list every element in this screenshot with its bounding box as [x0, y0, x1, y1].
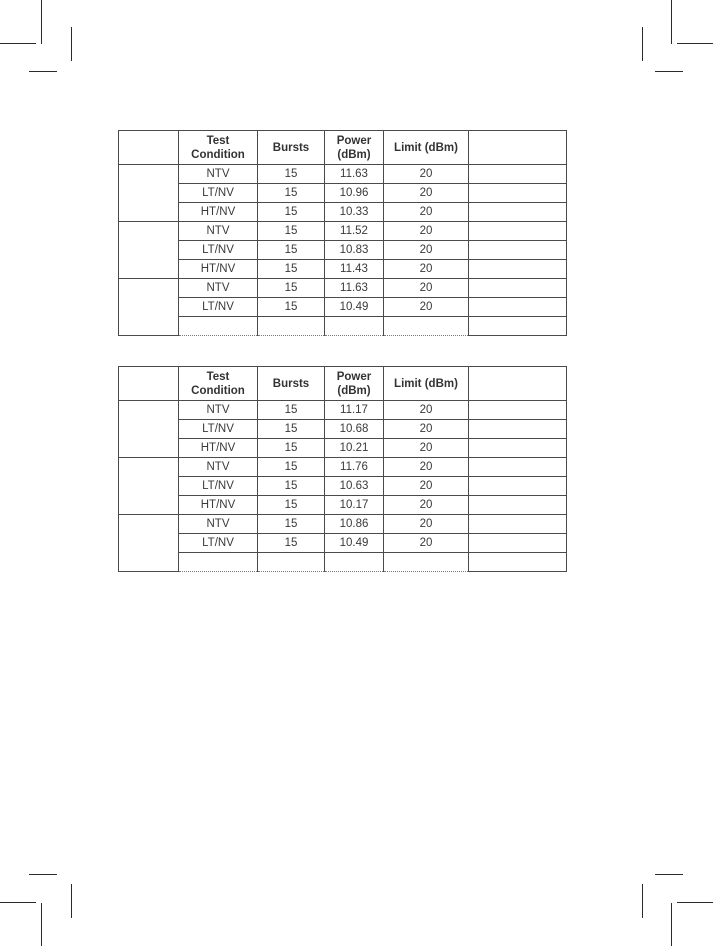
table-row: [119, 298, 567, 317]
crop-mark: [0, 902, 36, 903]
crop-mark: [655, 71, 683, 72]
blank-cell: [469, 203, 567, 222]
header-limit: Limit (dBm): [384, 367, 469, 401]
condition-cell: LT/NV: [179, 298, 258, 317]
condition-cell: HT/NV: [179, 496, 258, 515]
limit-cell: 20: [384, 203, 469, 222]
limit-cell: 20: [384, 298, 469, 317]
group-label-cell: [119, 515, 179, 572]
power-cell: [325, 317, 384, 336]
crop-mark: [41, 903, 42, 946]
crop-mark: [71, 884, 72, 918]
header-limit: Limit (dBm): [384, 131, 469, 165]
condition-cell: HT/NV: [179, 439, 258, 458]
header-power: Power (dBm): [325, 367, 384, 401]
power-cell: [325, 553, 384, 572]
group-label-cell: [119, 279, 179, 336]
power-cell: 10.49: [325, 534, 384, 553]
blank-cell: [469, 222, 567, 241]
crop-mark: [642, 884, 643, 918]
crop-mark: [0, 43, 36, 44]
blank-cell: [469, 260, 567, 279]
power-cell: 10.17: [325, 496, 384, 515]
table-row: [119, 165, 567, 184]
header-blank: [119, 367, 179, 401]
blank-cell: [469, 496, 567, 515]
blank-cell: [469, 458, 567, 477]
bursts-cell: 15: [258, 203, 325, 222]
limit-cell: [384, 317, 469, 336]
blank-cell: [469, 534, 567, 553]
bursts-cell: [258, 317, 325, 336]
table-row: [119, 279, 567, 298]
bursts-cell: 15: [258, 439, 325, 458]
limit-cell: 20: [384, 534, 469, 553]
limit-cell: 20: [384, 260, 469, 279]
power-cell: 10.33: [325, 203, 384, 222]
limit-cell: 20: [384, 496, 469, 515]
bursts-cell: 15: [258, 184, 325, 203]
condition-cell: NTV: [179, 165, 258, 184]
power-cell: 11.63: [325, 165, 384, 184]
crop-mark: [642, 27, 643, 61]
crop-mark: [41, 0, 42, 44]
condition-cell: HT/NV: [179, 260, 258, 279]
limit-cell: 20: [384, 401, 469, 420]
power-cell: 10.49: [325, 298, 384, 317]
power-cell: 10.63: [325, 477, 384, 496]
bursts-cell: [258, 553, 325, 572]
crop-mark: [677, 43, 713, 44]
blank-cell: [469, 298, 567, 317]
power-cell: 10.68: [325, 420, 384, 439]
limit-cell: 20: [384, 477, 469, 496]
condition-cell: HT/NV: [179, 203, 258, 222]
header-blank: [119, 131, 179, 165]
table-row: [119, 420, 567, 439]
condition-cell: NTV: [179, 222, 258, 241]
blank-cell: [469, 420, 567, 439]
group-label-cell: [119, 401, 179, 458]
condition-cell: LT/NV: [179, 534, 258, 553]
group-label-cell: [119, 458, 179, 515]
blank-cell: [469, 477, 567, 496]
blank-cell: [469, 439, 567, 458]
condition-cell: LT/NV: [179, 184, 258, 203]
header-test-condition: Test Condition: [179, 367, 258, 401]
table-row: [119, 203, 567, 222]
table-row: [119, 515, 567, 534]
crop-mark: [671, 0, 672, 44]
condition-cell: NTV: [179, 279, 258, 298]
limit-cell: 20: [384, 515, 469, 534]
bursts-cell: 15: [258, 477, 325, 496]
condition-cell: LT/NV: [179, 477, 258, 496]
blank-cell: [469, 553, 567, 572]
header-test-condition: Test Condition: [179, 131, 258, 165]
power-cell: 11.52: [325, 222, 384, 241]
limit-cell: 20: [384, 439, 469, 458]
power-table-1: [118, 130, 567, 336]
power-cell: 11.63: [325, 279, 384, 298]
bursts-cell: 15: [258, 260, 325, 279]
crop-mark: [655, 874, 683, 875]
blank-cell: [469, 165, 567, 184]
table-row: [119, 401, 567, 420]
blank-cell: [469, 317, 567, 336]
table-row: [119, 477, 567, 496]
limit-cell: [384, 553, 469, 572]
bursts-cell: 15: [258, 279, 325, 298]
bursts-cell: 15: [258, 496, 325, 515]
condition-cell: LT/NV: [179, 241, 258, 260]
crop-mark: [677, 902, 713, 903]
bursts-cell: 15: [258, 165, 325, 184]
header-power: Power (dBm): [325, 131, 384, 165]
header-blank: [469, 131, 567, 165]
header-blank: [469, 367, 567, 401]
table-row: [119, 553, 567, 572]
blank-cell: [469, 401, 567, 420]
table-row: [119, 241, 567, 260]
bursts-cell: 15: [258, 241, 325, 260]
bursts-cell: 15: [258, 298, 325, 317]
table-row: [119, 534, 567, 553]
power-cell: 11.17: [325, 401, 384, 420]
blank-cell: [469, 184, 567, 203]
condition-cell: NTV: [179, 458, 258, 477]
crop-mark: [671, 903, 672, 946]
header-bursts: Bursts: [258, 367, 325, 401]
blank-cell: [469, 241, 567, 260]
power-cell: 10.83: [325, 241, 384, 260]
power-cell: 10.96: [325, 184, 384, 203]
table-row: [119, 317, 567, 336]
table-header-row: [119, 131, 567, 165]
limit-cell: 20: [384, 279, 469, 298]
power-cell: 10.86: [325, 515, 384, 534]
blank-cell: [469, 279, 567, 298]
group-label-cell: [119, 165, 179, 222]
power-table-2: [118, 366, 567, 572]
power-cell: 11.76: [325, 458, 384, 477]
table-row: [119, 458, 567, 477]
condition-cell: LT/NV: [179, 420, 258, 439]
limit-cell: 20: [384, 241, 469, 260]
bursts-cell: 15: [258, 401, 325, 420]
limit-cell: 20: [384, 184, 469, 203]
limit-cell: 20: [384, 420, 469, 439]
header-bursts: Bursts: [258, 131, 325, 165]
table-row: [119, 439, 567, 458]
blank-cell: [469, 515, 567, 534]
table-row: [119, 496, 567, 515]
limit-cell: 20: [384, 165, 469, 184]
crop-mark: [29, 874, 57, 875]
crop-mark: [71, 27, 72, 61]
limit-cell: 20: [384, 458, 469, 477]
condition-cell: [179, 317, 258, 336]
bursts-cell: 15: [258, 222, 325, 241]
table-row: [119, 260, 567, 279]
bursts-cell: 15: [258, 458, 325, 477]
bursts-cell: 15: [258, 534, 325, 553]
table-header-row: [119, 367, 567, 401]
condition-cell: NTV: [179, 401, 258, 420]
limit-cell: 20: [384, 222, 469, 241]
table-row: [119, 184, 567, 203]
table-row: [119, 222, 567, 241]
crop-mark: [29, 71, 57, 72]
bursts-cell: 15: [258, 515, 325, 534]
power-cell: 11.43: [325, 260, 384, 279]
condition-cell: NTV: [179, 515, 258, 534]
group-label-cell: [119, 222, 179, 279]
condition-cell: [179, 553, 258, 572]
bursts-cell: 15: [258, 420, 325, 439]
power-cell: 10.21: [325, 439, 384, 458]
